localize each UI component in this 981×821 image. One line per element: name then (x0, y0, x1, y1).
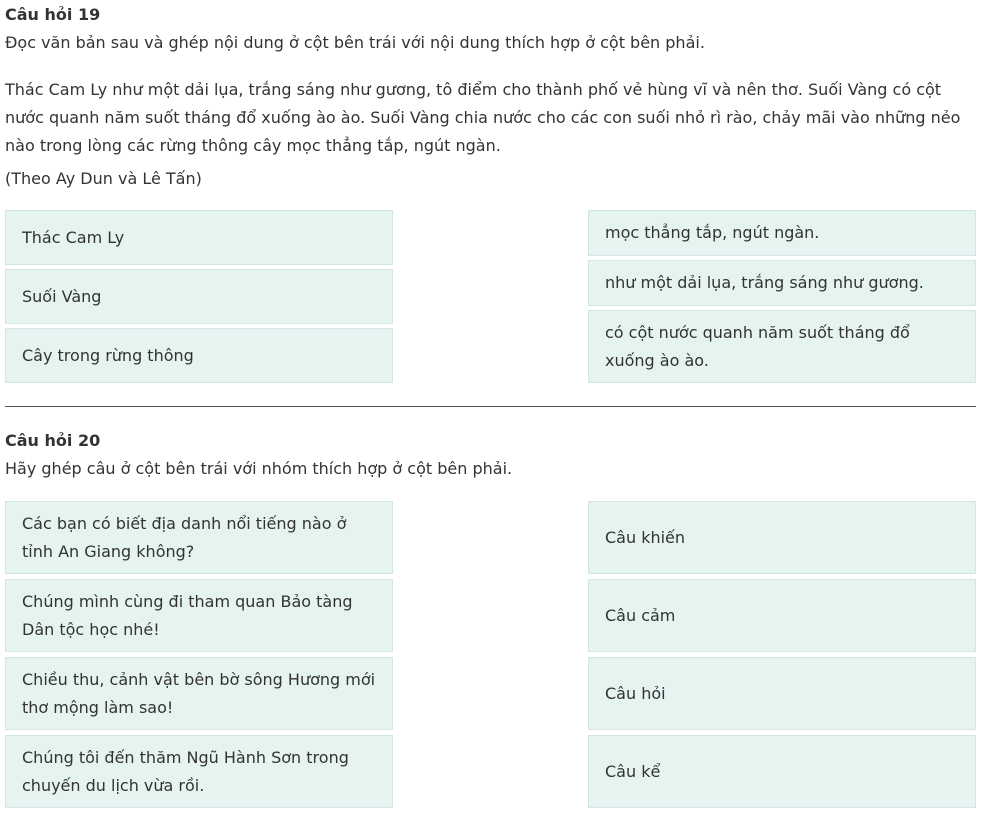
q20-left-item-2[interactable] (5, 579, 393, 652)
question-20-instruction: Hãy ghép câu ở cột bên trái với nhóm thích hợp ở cột bên phải. (5, 459, 513, 478)
q20-right-item-1[interactable] (588, 501, 976, 574)
q20-left-item-4[interactable] (5, 735, 393, 808)
q19-left-item-label: Thác Cam Ly (22, 227, 125, 247)
q19-right-item-label: mọc thẳng tắp, ngút ngàn. (605, 223, 820, 242)
q20-left-item-label: Chúng mình cùng đi tham quan Bảo tàng Dân tộc học nhé! (22, 591, 353, 639)
reading-passage: Thác Cam Ly như một dải lụa, trắng sáng như gương, tô điểm cho thành phố vẻ hùng vĩ và nên thơ. Suối Vàng có cột nước quanh năm suốt tháng đổ xuống ào ào. Suối Vàng chia nước cho các con suối nhỏ rì rào, chảy mãi vào những nẻo nào trong lòng các rừng thông cây mọc thẳng tắp, ngút ngàn. (5, 80, 961, 155)
q19-right-item-2[interactable] (588, 260, 976, 306)
q20-left-item-label: Chiều thu, cảnh vật bên bờ sông Hương mới thơ mộng làm sao! (22, 669, 376, 717)
q20-right-item-label: Câu khiến (605, 527, 686, 547)
section-divider (5, 406, 976, 407)
q20-right-item-label: Câu kể (605, 761, 661, 781)
question-19 (5, 5, 100, 25)
q20-left-item-label: Chúng tôi đến thăm Ngũ Hành Sơn trong chuyến du lịch vừa rồi. (22, 747, 349, 795)
q19-right-item-1[interactable] (588, 210, 976, 256)
q19-right-item-label: như một dải lụa, trắng sáng như gương. (605, 273, 924, 292)
q19-left-item-label: Suối Vàng (22, 286, 102, 306)
q20-left-item-3[interactable] (5, 657, 393, 730)
q19-left-item-3[interactable] (5, 328, 393, 383)
q20-right-item-label: Câu hỏi (605, 683, 666, 703)
question-20-title: Câu hỏi 20 (5, 431, 101, 450)
q20-right-item-2[interactable] (588, 579, 976, 652)
q20-left-item-label: Các bạn có biết địa danh nổi tiếng nào ở tỉnh An Giang không? (22, 513, 347, 561)
question-19-title: Câu hỏi 19 (5, 5, 101, 24)
passage-source: (Theo Ay Dun và Lê Tấn) (5, 169, 202, 188)
q19-right-item-3[interactable] (588, 310, 976, 383)
q19-left-item-label: Cây trong rừng thông (22, 345, 194, 365)
q19-left-item-1[interactable] (5, 210, 393, 265)
q20-right-item-3[interactable] (588, 657, 976, 730)
q19-right-item-label: có cột nước quanh năm suốt tháng đổ xuống ào ào. (605, 322, 910, 370)
question-19-instruction: Đọc văn bản sau và ghép nội dung ở cột bên trái với nội dung thích hợp ở cột bên phải. (5, 33, 705, 52)
q20-right-item-label: Câu cảm (605, 605, 676, 625)
q19-left-item-2[interactable] (5, 269, 393, 324)
q20-right-item-4[interactable] (588, 735, 976, 808)
q20-left-item-1[interactable] (5, 501, 393, 574)
